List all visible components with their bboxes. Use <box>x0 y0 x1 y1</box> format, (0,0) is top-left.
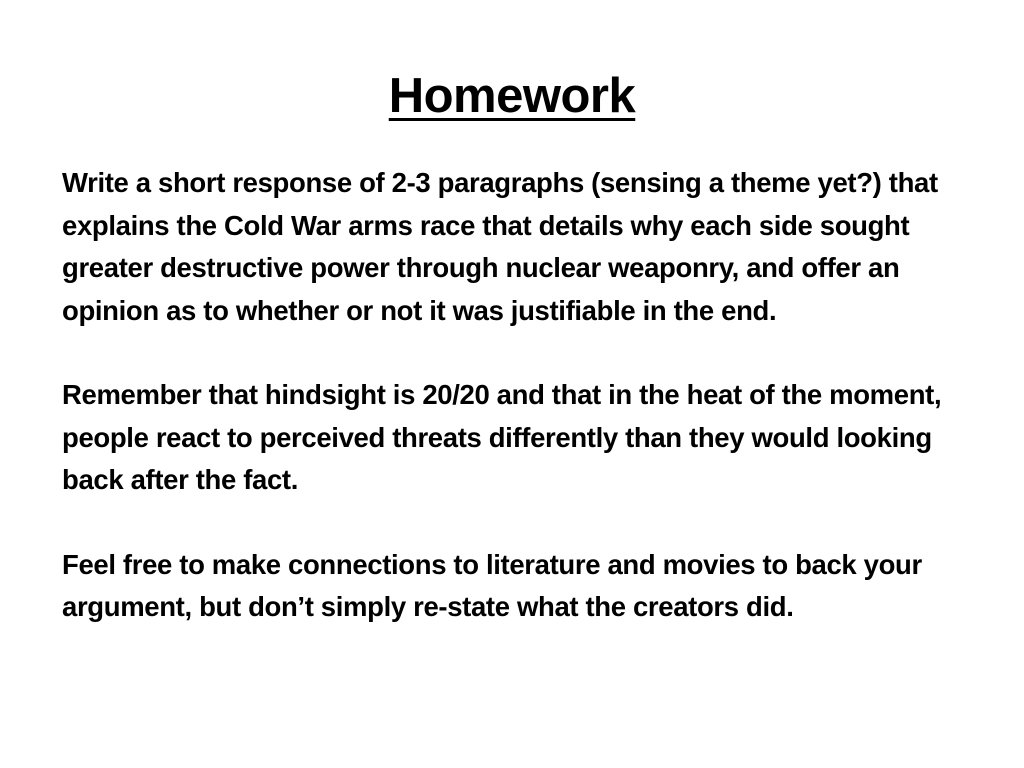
paragraph-hindsight: Remember that hindsight is 20/20 and that in the heat of the moment, people react to perceived threats differently than they would looking back after the fact. <box>62 379 942 495</box>
paragraph-assignment: Write a short response of 2-3 paragraphs (sensing a theme yet?) that explains the Cold War arms race that details why each side sought greater destructive power through nuclear weaponry, and offer an opinion as to whether or not it was justifiable in the end. <box>62 167 938 326</box>
slide-title: Homework <box>388 69 636 123</box>
slide-body <box>62 162 967 629</box>
paragraph-connections: Feel free to make connections to literature and movies to back your argument, but don’t simply re-state what the creators did. <box>62 548 922 622</box>
